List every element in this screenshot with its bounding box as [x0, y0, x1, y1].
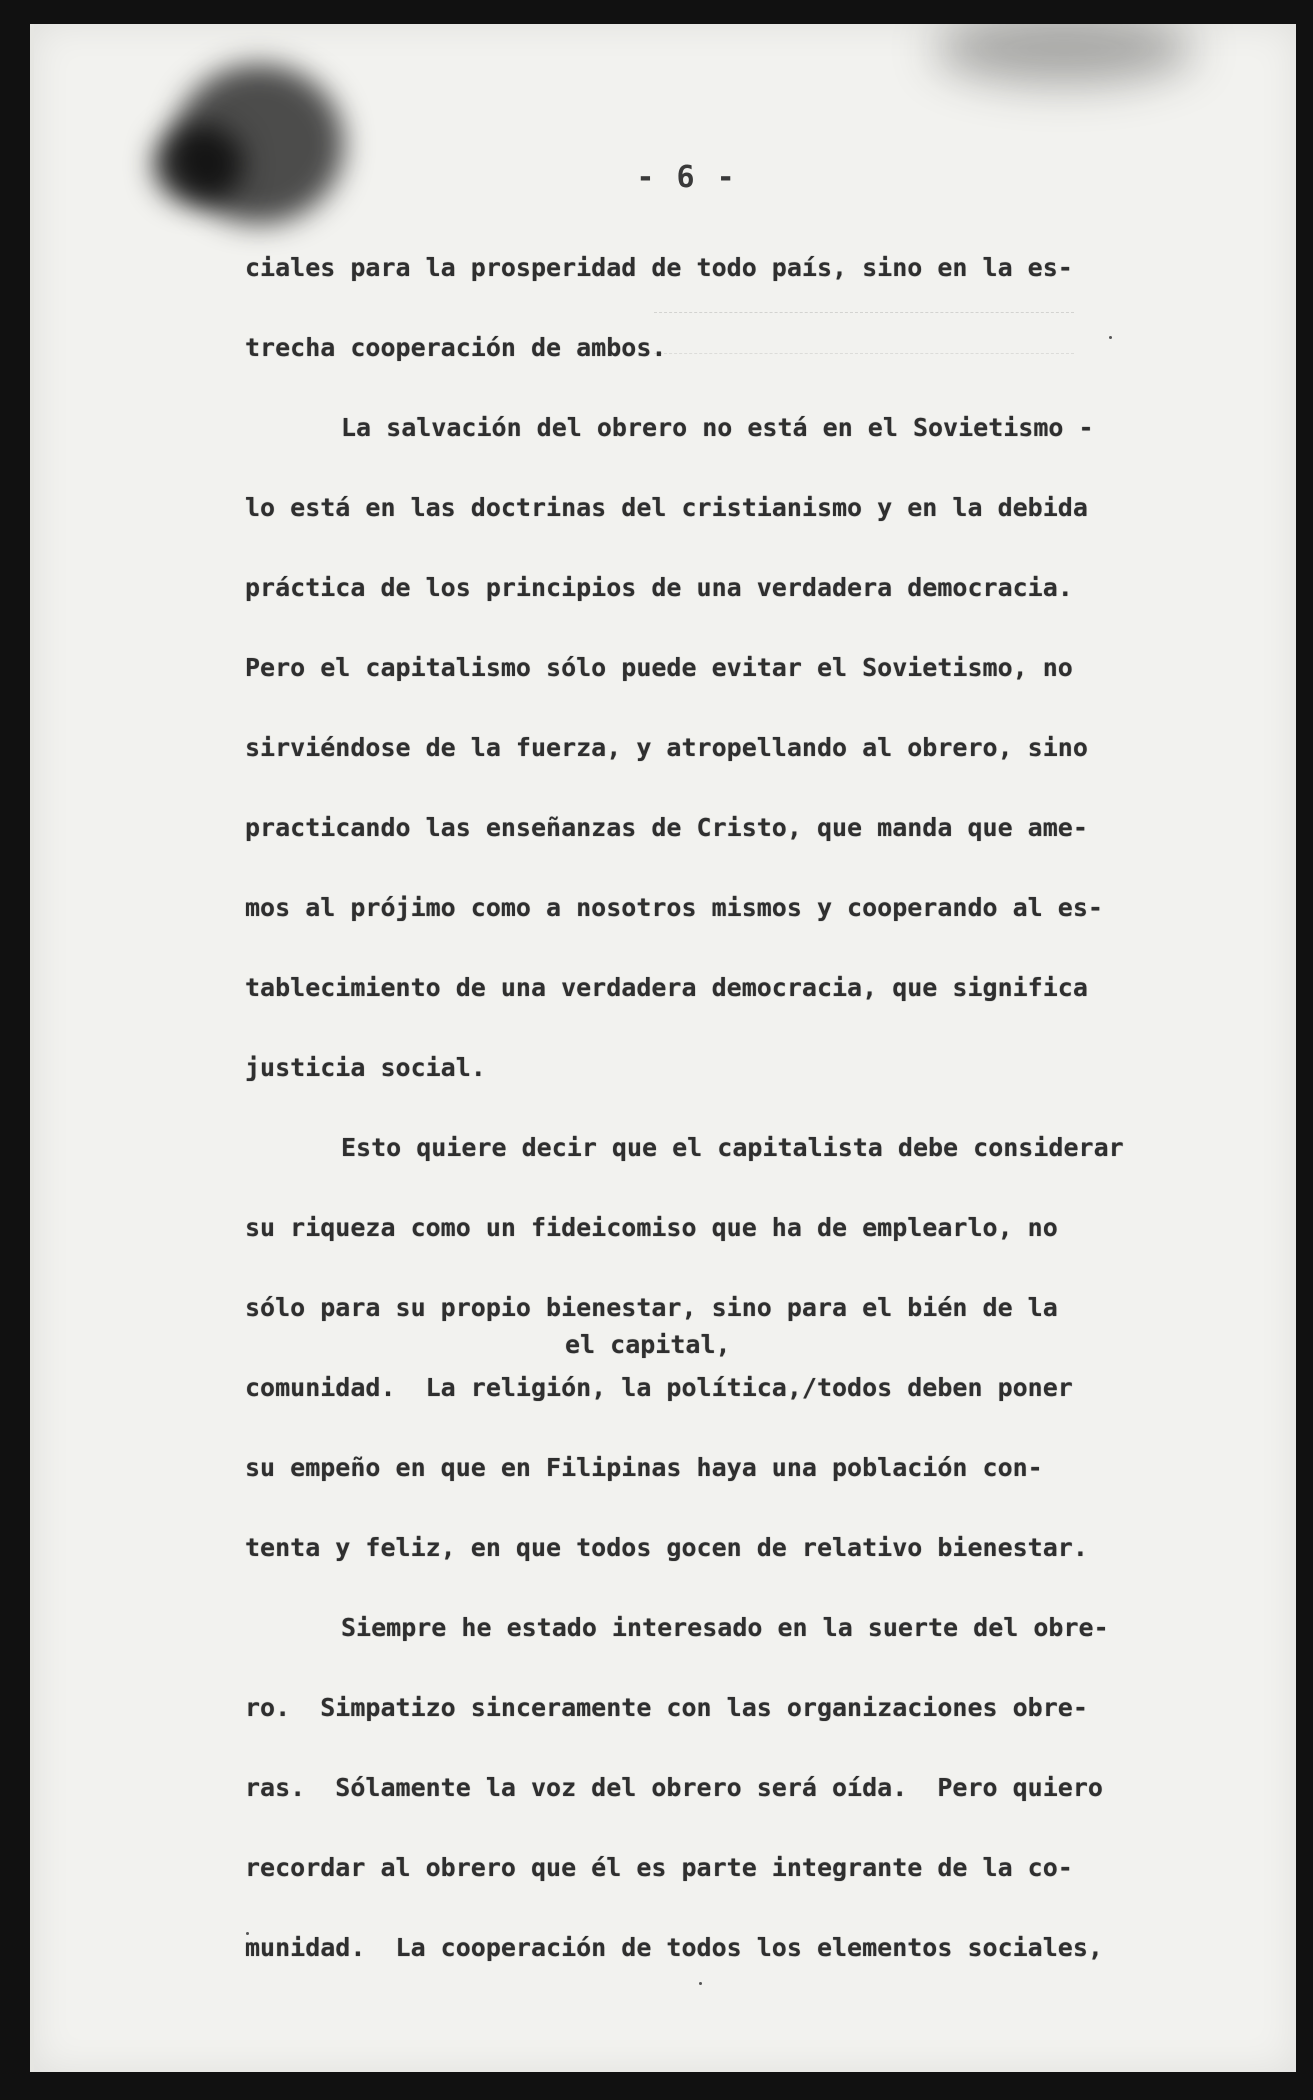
text-line: comunidad. La religión, la política,/todos deben poner: [245, 1373, 1073, 1402]
text-line: practicando las enseñanzas de Cristo, que manda que ame-: [245, 813, 1088, 842]
text-line: sólo para su propio bienestar, sino para el bién de la: [245, 1293, 1058, 1322]
text-line: munidad. La cooperación de todos los elementos sociales,: [245, 1933, 1103, 1962]
text-line: trecha cooperación de ambos.: [245, 333, 667, 362]
text-line: Esto quiere decir que el capitalista debe considerar: [341, 1133, 1124, 1162]
text-line: mos al prójimo como a nosotros mismos y cooperando al es-: [245, 893, 1103, 922]
text-line: sirviéndose de la fuerza, y atropellando al obrero, sino: [245, 733, 1088, 762]
text-line: tablecimiento de una verdadera democracia, que significa: [245, 973, 1088, 1002]
text-line: práctica de los principios de una verdadera democracia.: [245, 573, 1073, 602]
text-line: ras. Sólamente la voz del obrero será oída. Pero quiero: [245, 1773, 1103, 1802]
text-line: su empeño en que en Filipinas haya una población con-: [245, 1453, 1043, 1482]
handwritten-insertion: el capital,: [565, 1330, 731, 1359]
shadow-smudge: [934, 24, 1194, 84]
text-line: tenta y feliz, en que todos gocen de relativo bienestar.: [245, 1533, 1088, 1562]
page-number: - 6 -: [636, 160, 737, 195]
text-line: lo está en las doctrinas del cristianismo y en la debida: [245, 493, 1088, 522]
text-line: recordar al obrero que él es parte integrante de la co-: [245, 1853, 1073, 1882]
text-line: su riqueza como un fideicomiso que ha de emplearlo, no: [245, 1213, 1058, 1242]
text-line: ro. Simpatizo sinceramente con las organizaciones obre-: [245, 1693, 1088, 1722]
text-line: justicia social.: [245, 1053, 486, 1082]
text-line: Pero el capitalismo sólo puede evitar el Sovietismo, no: [245, 653, 1073, 682]
body-text: [245, 238, 1180, 1998]
text-line: Siempre he estado interesado en la suerte del obre-: [341, 1613, 1109, 1642]
text-line: ciales para la prosperidad de todo país, sino en la es-: [245, 253, 1073, 282]
text-line: La salvación del obrero no está en el Sovietismo -: [341, 413, 1094, 442]
